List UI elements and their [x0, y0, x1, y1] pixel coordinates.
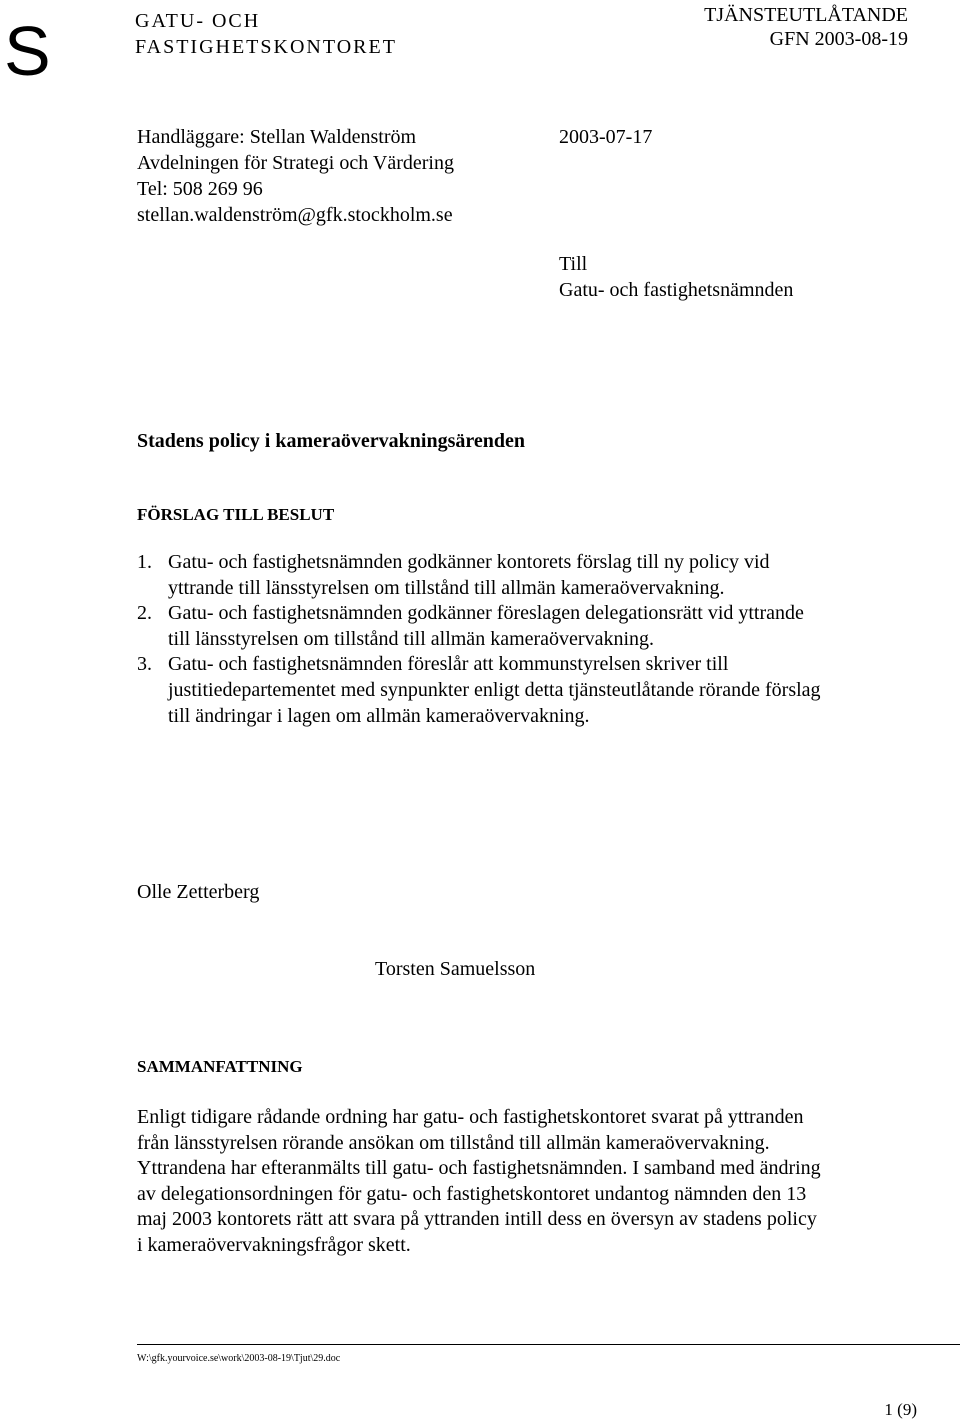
decision-text: Gatu- och fastighetsnämnden godkänner kontorets förslag till ny policy vid yttrande till länsstyrelsen om tillstånd till allmän kameraövervakning. [168, 551, 770, 599]
summary-text: Enligt tidigare rådande ordning har gatu- och fastighetskontoret svarat på yttranden från länsstyrelsen rörande ansökan om tillstånd till allmän kameraövervakning. Yttrandena har efteranmälts till gatu- och fastighetsnämnden. I samband med ändring av delegationsordningen för gatu- och fastighetskontoret undantog nämnden den 13 maj 2003 kontorets rätt att svara på yttranden intill dess en översyn av stadens policy i kameraövervakningsfrågor skett. [137, 1106, 821, 1256]
recipient [559, 251, 793, 303]
phone: Tel: 508 269 96 [137, 178, 263, 200]
decision-item [137, 550, 827, 601]
decision-item [137, 652, 827, 729]
document-type: TJÄNSTEUTLÅTANDE [704, 4, 908, 26]
handler-details [137, 124, 454, 228]
signature-second: Torsten Samuelsson [375, 958, 536, 980]
decision-number: 3. [137, 653, 152, 676]
logo-letter: S [4, 12, 51, 90]
department: Avdelningen för Strategi och Värdering [137, 152, 454, 174]
decision-item [137, 601, 827, 652]
recipient-line-1: Till [559, 253, 588, 275]
footer-divider [137, 1344, 960, 1345]
footer-file-path: W:\gfk.yourvoice.se\work\2003-08-19\Tjut\29.doc [137, 1353, 341, 1364]
decision-text: Gatu- och fastighetsnämnden godkänner föreslagen delegationsrätt vid yttrande till länsstyrelsen om tillstånd till allmän kameraövervakning. [168, 602, 804, 650]
document-title: Stadens policy i kameraövervakningsärenden [137, 430, 525, 452]
document-reference: GFN 2003-08-19 [769, 28, 908, 50]
recipient-line-2: Gatu- och fastighetsnämnden [559, 279, 794, 301]
signature-first: Olle Zetterberg [137, 881, 260, 903]
org-line-2: FASTIGHETSKONTORET [135, 36, 397, 58]
decision-number: 2. [137, 602, 152, 625]
page-number: 1 (9) [884, 1400, 917, 1419]
document-date: 2003-07-17 [559, 126, 653, 148]
decision-text: Gatu- och fastighetsnämnden föreslår att kommunstyrelsen skriver till justitiedepartementet med synpunkter enligt detta tjänsteutlåtande rörande förslag till ändringar i lagen om allmän kameraövervakning. [168, 653, 821, 727]
decision-number: 1. [137, 551, 152, 573]
summary-heading: SAMMANFATTNING [137, 1057, 303, 1076]
handler-name: Handläggare: Stellan Waldenström [137, 126, 417, 148]
email-link[interactable]: stellan.waldenström@gfk.stockholm.se [137, 204, 453, 226]
org-line-1: GATU- OCH [135, 10, 261, 32]
proposal-heading: FÖRSLAG TILL BESLUT [137, 505, 335, 524]
document-type-block [704, 3, 908, 51]
organization-name [135, 8, 397, 60]
decision-list [137, 550, 827, 729]
